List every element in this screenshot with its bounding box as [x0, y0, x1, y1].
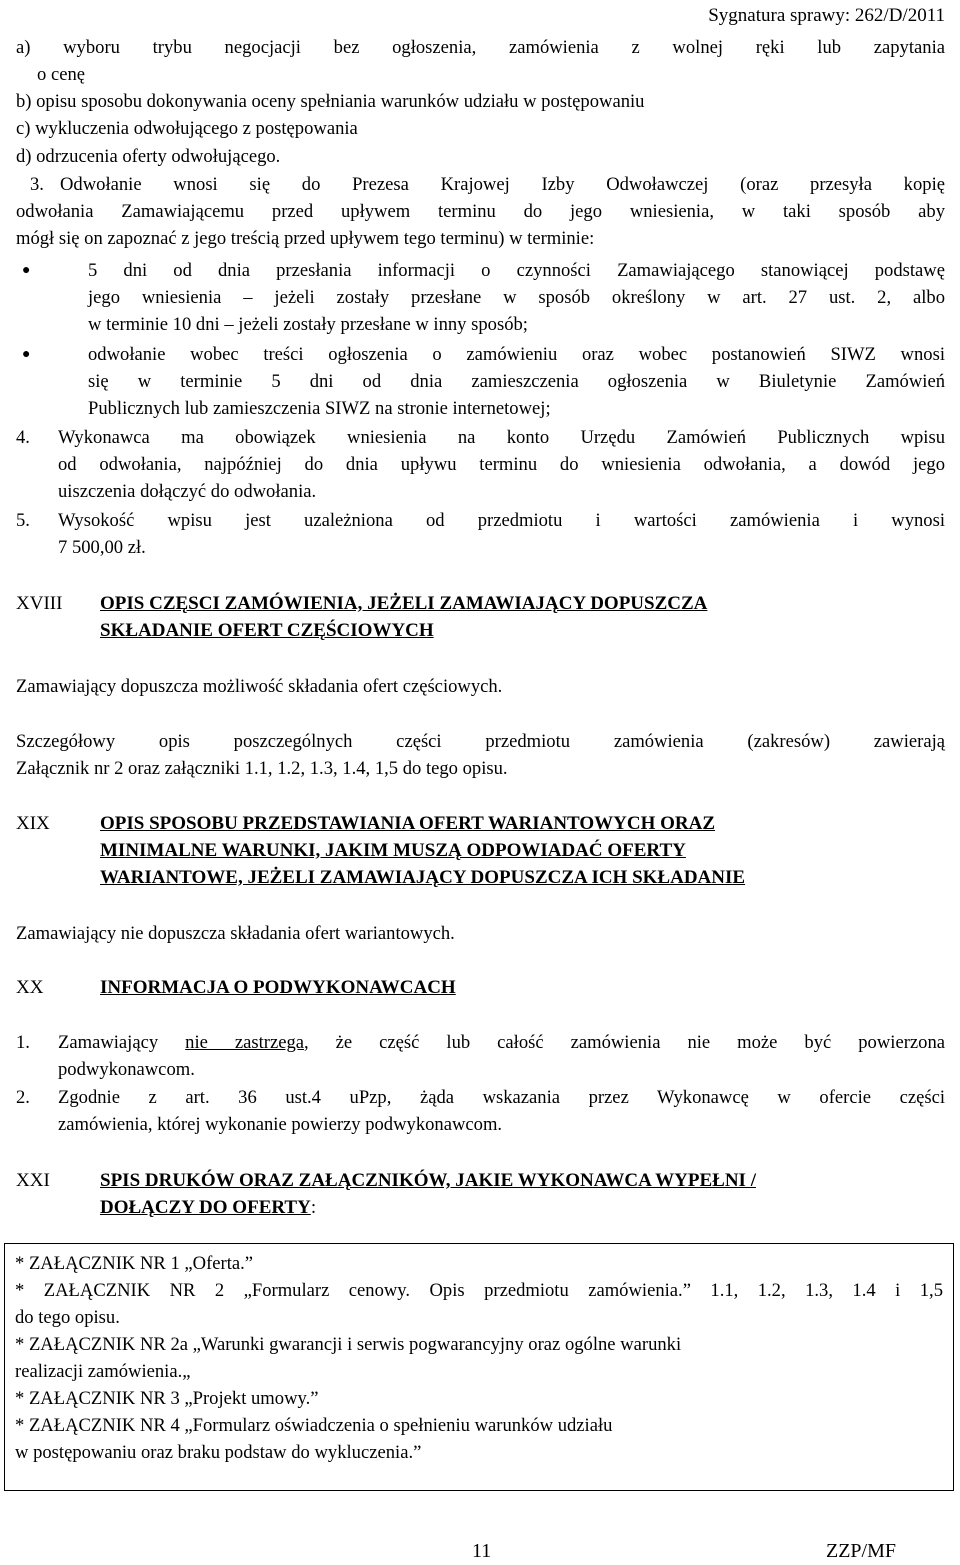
intro-item-c: c) wykluczenia odwołującego z postępowania [16, 118, 358, 139]
bullet-2-line2: się w terminie 5 dni od dnia zamieszczenia ogłoszenia w Biuletynie Zamówień [88, 371, 945, 392]
point-4-line2: od odwołania, najpóźniej do dnia upływu terminu do wniesienia odwołania, a dowód jego [58, 454, 945, 475]
attachment-line: * ZAŁĄCZNIK NR 1 „Oferta.” [15, 1253, 254, 1274]
attachment-line: do tego opisu. [15, 1307, 120, 1328]
intro-item-d: d) odrzucenia oferty odwołującego. [16, 146, 281, 167]
bullet-icon: ● [22, 347, 31, 362]
section-xix-paragraph: Zamawiający nie dopuszcza składania ofert wariantowych. [16, 923, 455, 944]
attachments-box [4, 1243, 954, 1491]
intro-item-b: b) opisu sposobu dokonywania oceny spełniania warunków udziału w postępowaniu [16, 91, 645, 112]
point-4-number: 4. [16, 427, 30, 448]
bullet-icon: ● [22, 263, 31, 278]
nie-zastrzega-emphasis: nie zastrzega [185, 1032, 305, 1053]
section-xix-title-line1: OPIS SPOSOBU PRZEDSTAWIANIA OFERT WARIANTOWYCH ORAZ [100, 813, 716, 834]
section-xviii-number: XVIII [16, 593, 63, 614]
point-3-cont [16, 198, 945, 252]
section-xx-item-1-line2: podwykonawcom. [58, 1059, 195, 1080]
section-xix-number: XIX [16, 813, 50, 834]
section-xx-number: XX [16, 977, 44, 998]
intro-item-a-line2: o cenę [37, 64, 86, 85]
point-3-line1: Odwołanie wnosi się do Prezesa Krajowej Izby Odwoławczej (oraz przesyła kopię [60, 174, 945, 195]
point-3-number: 3. [30, 174, 44, 195]
attachment-line: * ZAŁĄCZNIK NR 3 „Projekt umowy.” [15, 1388, 319, 1409]
bullet-1-line1: 5 dni od dnia przesłania informacji o czynności Zamawiającego stanowiącej podstawę [88, 260, 945, 281]
intro-item-a [16, 34, 945, 88]
point-3-line2: odwołania Zamawiającemu przed upływem terminu do jego wniesienia, w taki sposób aby [16, 201, 945, 222]
section-xxi-title-colon: : [310, 1197, 317, 1218]
section-xxi-number: XXI [16, 1170, 50, 1191]
bullet-1-line2: jego wniesienia – jeżeli zostały przesłane w sposób określony w art. 27 ust. 2, albo [88, 287, 945, 308]
section-xviii-title-line1: OPIS CZĘSCI ZAMÓWIENIA, JEŻELI ZAMAWIAJĄCY DOPUSZCZA [100, 593, 708, 614]
page-number: 11 [472, 1540, 492, 1562]
section-xx-item-1-line1: Zamawiający nie zastrzega, że część lub całość zamówienia nie może być powierzona [58, 1032, 945, 1053]
section-xviii-title-line2: SKŁADANIE OFERT CZĘŚCIOWYCH [100, 620, 434, 641]
section-xxi-title-line2: DOŁĄCZY DO OFERTY [100, 1197, 311, 1218]
section-xx-item-1-number: 1. [16, 1032, 30, 1053]
attachment-line: * ZAŁĄCZNIK NR 2a „Warunki gwarancji i serwis pogwarancyjny oraz ogólne warunki [15, 1334, 682, 1355]
section-xix-title-line3: WARIANTOWE, JEŻELI ZAMAWIAJĄCY DOPUSZCZA ICH SKŁADANIE [100, 867, 746, 888]
point-3-line3: mógł się on zapoznać z jego treścią przed upływem tego terminu) w terminie: [16, 228, 595, 249]
section-xx-item-2-line1: Zgodnie z art. 36 ust.4 uPzp, żąda wskazania przez Wykonawcę w ofercie części [58, 1087, 945, 1108]
bullet-2-line3: Publicznych lub zamieszczenia SIWZ na stronie internetowej; [88, 398, 551, 419]
section-xviii-p2-line1: Szczegółowy opis poszczególnych części przedmiotu zamówienia (zakresów) zawierają [16, 731, 945, 752]
attachment-line: w postępowaniu oraz braku podstaw do wykluczenia.” [15, 1442, 422, 1463]
intro-item-a-line1: a) wyboru trybu negocjacji bez ogłoszenia, zamówienia z wolnej ręki lub zapytania [16, 37, 945, 58]
section-xxi-title-line1: SPIS DRUKÓW ORAZ ZAŁĄCZNIKÓW, JAKIE WYKONAWCA WYPEŁNI / [100, 1170, 756, 1191]
point-4-line1: Wykonawca ma obowiązek wniesienia na konto Urzędu Zamówień Publicznych wpisu [58, 427, 945, 448]
section-xviii-paragraph-1: Zamawiający dopuszcza możliwość składania ofert częściowych. [16, 676, 503, 697]
section-xix-title-line2: MINIMALNE WARUNKI, JAKIM MUSZĄ ODPOWIADAĆ OFERTY [100, 840, 686, 861]
section-xix-title [100, 810, 745, 891]
point-5-line2: 7 500,00 zł. [58, 537, 146, 558]
attachment-line: * ZAŁĄCZNIK NR 2 „Formularz cenowy. Opis przedmiotu zamówienia.” 1.1, 1.2, 1.3, 1.4 i 1,5 [15, 1280, 943, 1301]
section-xx-title: INFORMACJA O PODWYKONAWCACH [100, 977, 456, 998]
document-code: ZZP/MF [826, 1540, 897, 1562]
section-xx-item-2-number: 2. [16, 1087, 30, 1108]
point-5-number: 5. [16, 510, 30, 531]
bullet-2-line1: odwołanie wobec treści ogłoszenia o zamówieniu oraz wobec postanowień SIWZ wnosi [88, 344, 945, 365]
attachment-line: * ZAŁĄCZNIK NR 4 „Formularz oświadczenia o spełnieniu warunków udziału [15, 1415, 613, 1436]
section-xviii-p2-line2: Załącznik nr 2 oraz załączniki 1.1, 1.2, 1.3, 1.4, 1,5 do tego opisu. [16, 758, 508, 779]
point-4-line3: uiszczenia dołączyć do odwołania. [58, 481, 317, 502]
section-xx-item-2-line2: zamówienia, której wykonanie powierzy podwykonawcom. [58, 1114, 503, 1135]
case-signature: Sygnatura sprawy: 262/D/2011 [708, 5, 945, 26]
point-5-line1: Wysokość wpisu jest uzależniona od przedmiotu i wartości zamówienia i wynosi [58, 510, 945, 531]
section-xviii-paragraph-2 [16, 728, 945, 782]
section-xxi-title [100, 1167, 756, 1221]
section-xviii-title [100, 590, 707, 644]
attachment-line: realizacji zamówienia.„ [15, 1361, 191, 1382]
bullet-1-line3: w terminie 10 dni – jeżeli zostały przesłane w inny sposób; [88, 314, 528, 335]
